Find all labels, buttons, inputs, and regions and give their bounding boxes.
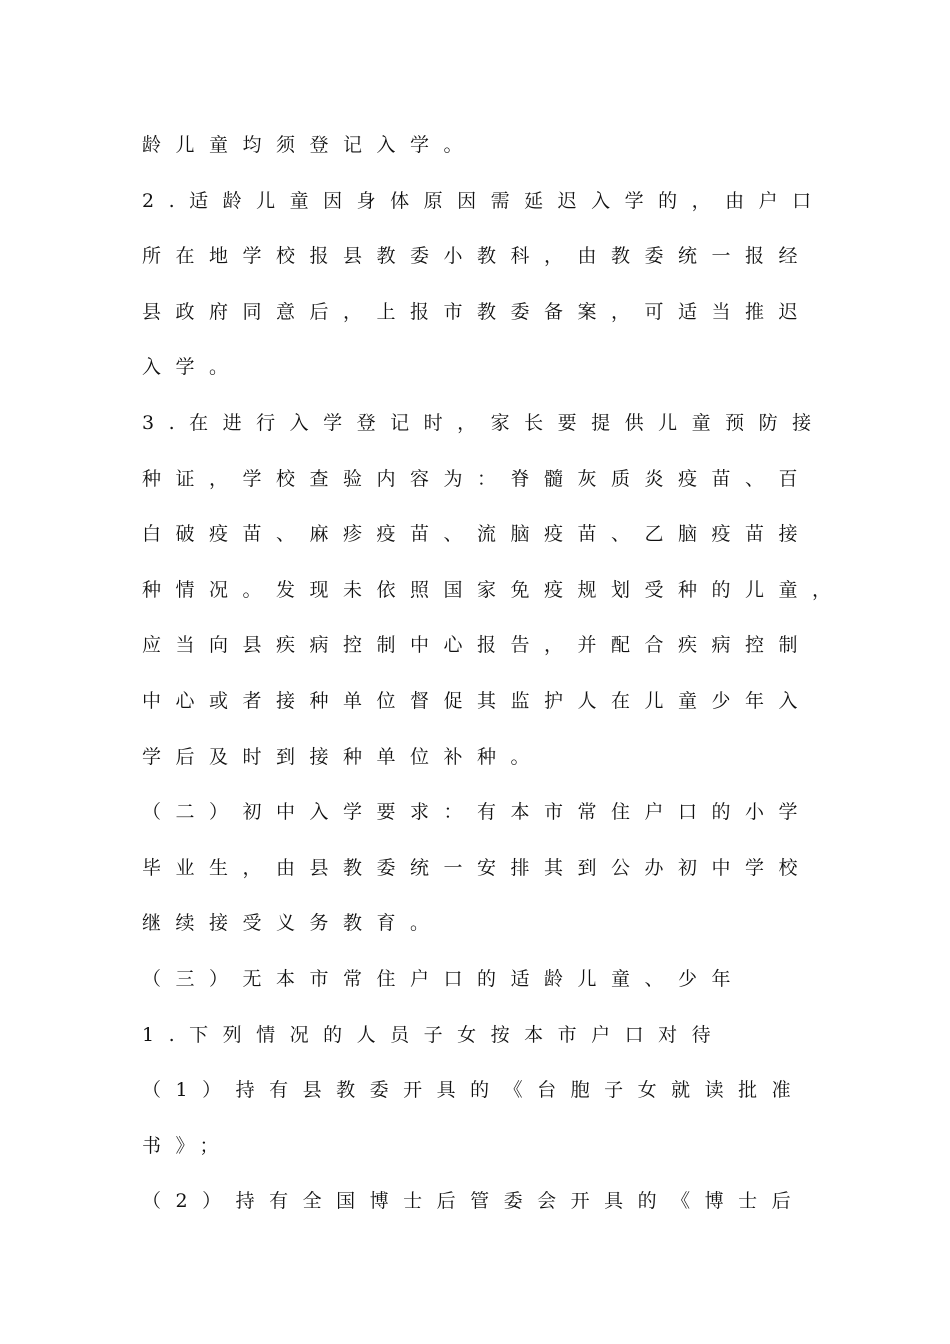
- text-line: 3.在进行入学登记时，家长要提供儿童预防接: [142, 411, 826, 434]
- text-line: 2.适龄儿童因身体原因需延迟入学的，由户口: [142, 189, 826, 212]
- text-line: 种情况。发现未依照国家免疫规划受种的儿童，: [142, 578, 846, 601]
- text-line: 入学。: [142, 356, 243, 379]
- text-line: 毕业生，由县教委统一安排其到公办初中学校: [142, 856, 813, 879]
- text-line: 龄儿童均须登记入学。: [142, 134, 478, 156]
- text-line: 应当向县疾病控制中心报告，并配合疾病控制: [142, 634, 813, 657]
- text-line: 学后及时到接种单位补种。: [142, 745, 545, 768]
- text-line: （1）持有县教委开具的《台胞子女就读批准: [142, 1079, 806, 1102]
- document-body: [142, 126, 846, 1238]
- text-line: （三）无本市常住户口的适龄儿童、少年: [142, 967, 746, 990]
- text-line: （二）初中入学要求：有本市常住户口的小学: [142, 801, 813, 824]
- text-line: 中心或者接种单位督促其监护人在儿童少年入: [142, 689, 813, 712]
- text-line: （2）持有全国博士后管委会开具的《博士后: [142, 1190, 806, 1213]
- text-line: 书》；: [142, 1134, 234, 1157]
- text-line: 1.下列情况的人员子女按本市户口对待: [142, 1023, 726, 1046]
- text-line: 白破疫苗、麻疹疫苗、流脑疫苗、乙脑疫苗接: [142, 523, 813, 546]
- text-line: 继续接受义务教育。: [142, 912, 444, 935]
- text-line: 种证，学校查验内容为：脊髓灰质炎疫苗、百: [142, 467, 813, 490]
- text-line: 县政府同意后，上报市教委备案，可适当推迟: [142, 300, 813, 323]
- text-line: 所在地学校报县教委小教科，由教委统一报经: [142, 245, 813, 268]
